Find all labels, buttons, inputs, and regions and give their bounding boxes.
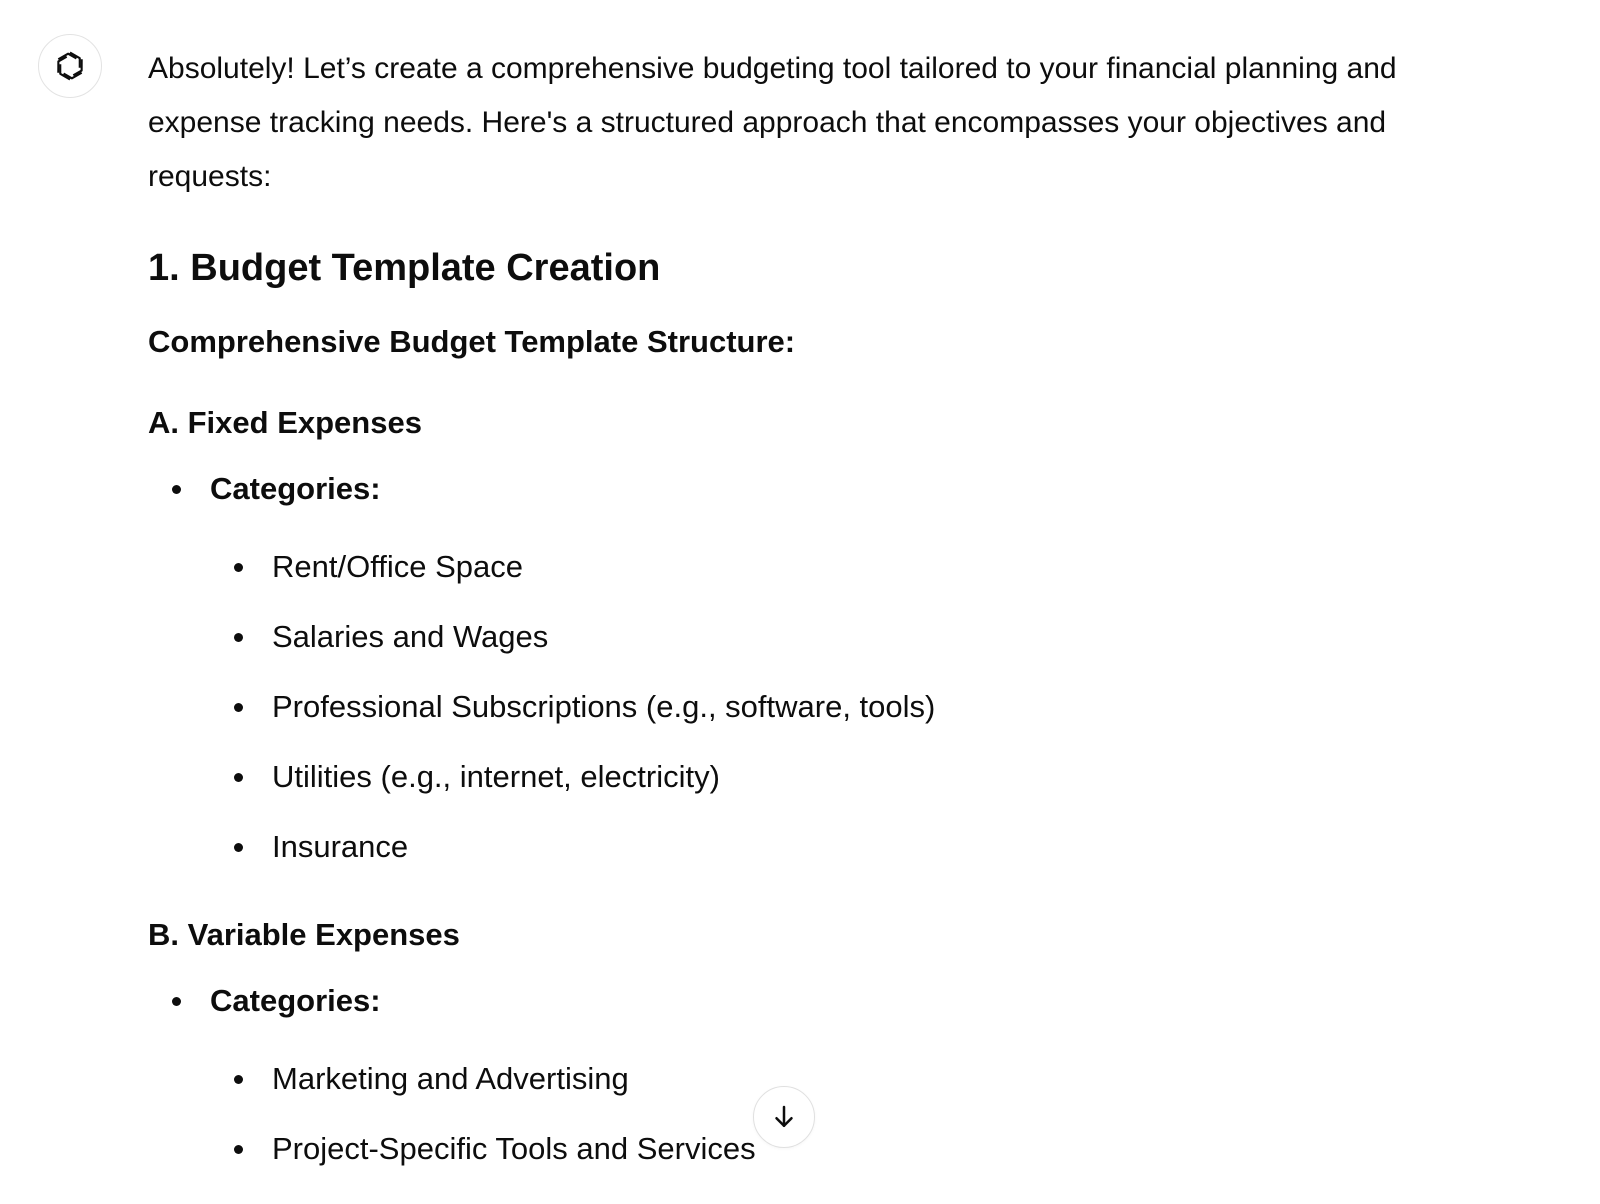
bullet: [234, 633, 243, 642]
list-item-text: Utilities (e.g., internet, electricity): [272, 759, 720, 794]
scroll-to-bottom-button[interactable]: [753, 1086, 815, 1148]
list-item-text: Rent/Office Space: [272, 549, 524, 584]
bullet: [234, 563, 243, 572]
categories-label: Categories:: [210, 471, 381, 506]
bullet: [234, 1075, 243, 1084]
bullet: [172, 485, 181, 494]
fixed-expenses-heading: A. Fixed Expenses: [148, 405, 422, 440]
list-item-text: Professional Subscriptions (e.g., software, tools): [272, 689, 936, 724]
variable-expenses-heading: B. Variable Expenses: [148, 917, 460, 952]
list-item-text: Insurance: [272, 829, 409, 864]
categories-label: Categories:: [210, 983, 381, 1018]
structure-heading: Comprehensive Budget Template Structure:: [148, 324, 796, 359]
message-intro: Absolutely! Let’s create a comprehensive budgeting tool tailored to your financial planning and expense tracking needs. Here's a structured approach that encompasses your objectives and requests:: [148, 52, 1397, 193]
assistant-message: [148, 42, 1488, 1166]
bullet: [234, 703, 243, 712]
list-item-text: Project-Specific Tools and Services: [272, 1131, 756, 1166]
list-item-text: Salaries and Wages: [272, 619, 549, 654]
bullet: [172, 997, 181, 1006]
bullet: [234, 773, 243, 782]
bullet: [234, 843, 243, 852]
arrow-down-icon: [769, 1102, 799, 1132]
section-heading: 1. Budget Template Creation: [148, 247, 661, 289]
bullet: [234, 1145, 243, 1154]
openai-logo-icon: [52, 48, 88, 84]
assistant-avatar: [38, 34, 102, 98]
list-item-text: Marketing and Advertising: [272, 1061, 629, 1096]
